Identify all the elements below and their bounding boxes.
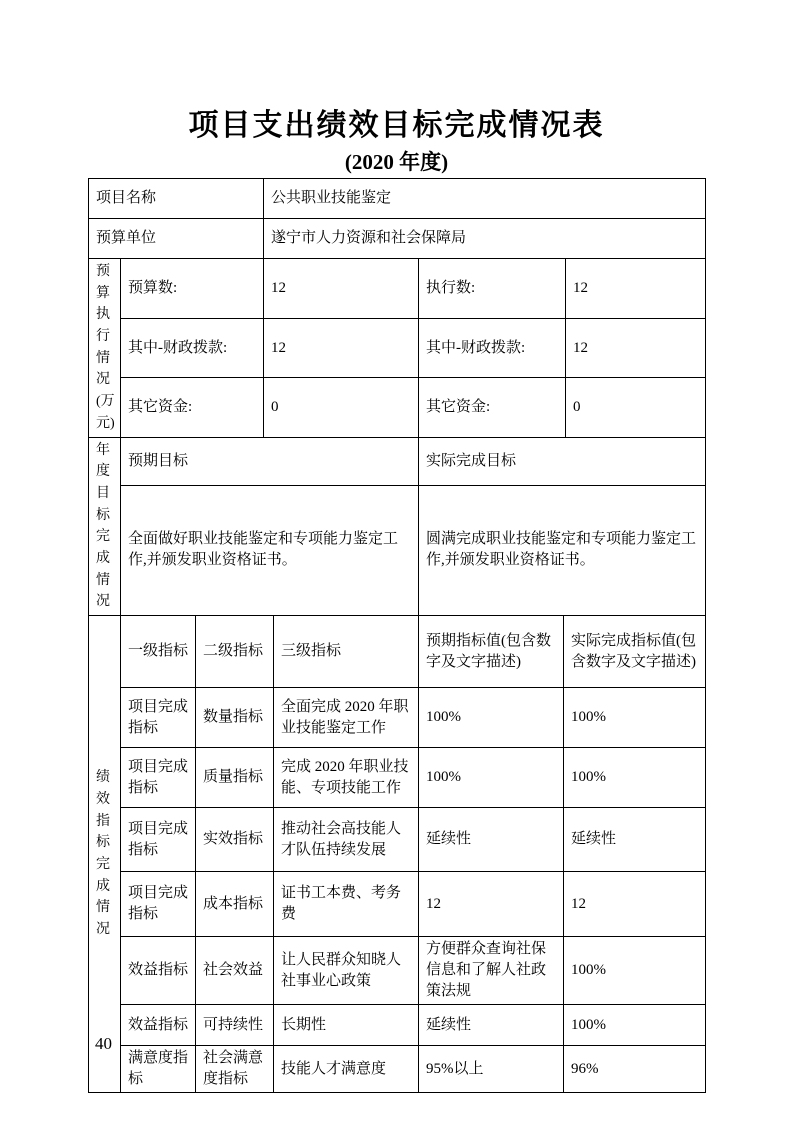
indicator-header-level2: 二级指标 [196,616,274,688]
annual-expected-text: 全面做好职业技能鉴定和专项能力鉴定工作,并颁发职业资格证书。 [121,485,419,615]
indicator-level3: 证书工本费、考务费 [274,872,419,937]
indicator-level2: 社会满意度指标 [196,1046,274,1093]
indicator-level2: 成本指标 [196,872,274,937]
indicator-level1: 效益指标 [121,1005,196,1046]
indicator-header-level1: 一级指标 [121,616,196,688]
budget-label: 其它资金: [419,378,566,437]
indicator-row [89,808,706,872]
project-name-value: 公共职业技能鉴定 [264,179,706,219]
budget-unit-label: 预算单位 [89,219,264,259]
indicator-level2: 社会效益 [196,937,274,1005]
indicator-level2: 数量指标 [196,688,274,748]
indicator-expected-value: 延续性 [419,1005,564,1046]
project-name-row [89,179,706,219]
budget-label: 其中-财政拨款: [121,319,264,378]
indicator-level1: 效益指标 [121,937,196,1005]
annual-expected-header: 预期目标 [121,437,419,485]
indicator-row [89,688,706,748]
indicator-level2: 质量指标 [196,748,274,808]
indicator-level3: 技能人才满意度 [274,1046,419,1093]
indicator-actual-value: 96% [564,1046,706,1093]
performance-table [88,178,706,1093]
indicator-actual-value: 100% [564,688,706,748]
indicator-expected-value: 100% [419,688,564,748]
page-subtitle: (2020 年度) [344,150,449,174]
indicator-header-level3: 三级指标 [274,616,419,688]
indicator-level3: 推动社会高技能人才队伍持续发展 [274,808,419,872]
indicator-level1: 项目完成指标 [121,748,196,808]
budget-value: 12 [566,259,706,319]
indicator-actual-value: 100% [564,1005,706,1046]
indicator-row [89,748,706,808]
budget-value: 0 [264,378,419,437]
budget-value: 12 [566,319,706,378]
indicator-level1: 满意度指标 [121,1046,196,1093]
indicator-expected-value: 延续性 [419,808,564,872]
indicator-section-label: 绩效指标完成情况 [89,616,121,1093]
indicator-level2: 实效指标 [196,808,274,872]
budget-label: 执行数: [419,259,566,319]
indicator-expected-value: 方便群众查询社保信息和了解人社政策法规 [419,937,564,1005]
budget-row [89,319,706,378]
indicator-row [89,937,706,1005]
indicator-level2: 可持续性 [196,1005,274,1046]
annual-header-row [89,437,706,485]
budget-value: 12 [264,259,419,319]
budget-value: 0 [566,378,706,437]
budget-section-label: 预算执行情况(万元) [89,259,121,438]
indicator-level3: 全面完成 2020 年职业技能鉴定工作 [274,688,419,748]
indicator-expected-value: 95%以上 [419,1046,564,1093]
indicator-level3: 完成 2020 年职业技能、专项技能工作 [274,748,419,808]
indicator-level1: 项目完成指标 [121,688,196,748]
budget-unit-row [89,219,706,259]
page-title: 项目支出绩效目标完成情况表 [188,109,605,142]
annual-actual-header: 实际完成目标 [419,437,706,485]
indicator-header-row [89,616,706,688]
indicator-actual-value: 12 [564,872,706,937]
indicator-level3: 让人民群众知晓人社事业心政策 [274,937,419,1005]
indicator-row [89,1046,706,1093]
budget-row [89,378,706,437]
annual-content-row [89,485,706,615]
budget-label: 其中-财政拨款: [419,319,566,378]
indicator-level1: 项目完成指标 [121,808,196,872]
indicator-actual-value: 100% [564,937,706,1005]
indicator-level1: 项目完成指标 [121,872,196,937]
budget-value: 12 [264,319,419,378]
indicator-header-actual: 实际完成指标值(包含数字及文字描述) [564,616,706,688]
indicator-expected-value: 100% [419,748,564,808]
indicator-expected-value: 12 [419,872,564,937]
indicator-header-expected: 预期指标值(包含数字及文字描述) [419,616,564,688]
budget-unit-value: 遂宁市人力资源和社会保障局 [264,219,706,259]
indicator-level3: 长期性 [274,1005,419,1046]
indicator-actual-value: 100% [564,748,706,808]
budget-label: 其它资金: [121,378,264,437]
indicator-row [89,872,706,937]
budget-label: 预算数: [121,259,264,319]
page-number: 40 [95,1034,112,1053]
indicator-row [89,1005,706,1046]
annual-section-label: 年度目标完成情况 [89,437,121,616]
project-name-label: 项目名称 [89,179,264,219]
annual-actual-text: 圆满完成职业技能鉴定和专项能力鉴定工作,并颁发职业资格证书。 [419,485,706,615]
budget-row [89,259,706,319]
indicator-actual-value: 延续性 [564,808,706,872]
